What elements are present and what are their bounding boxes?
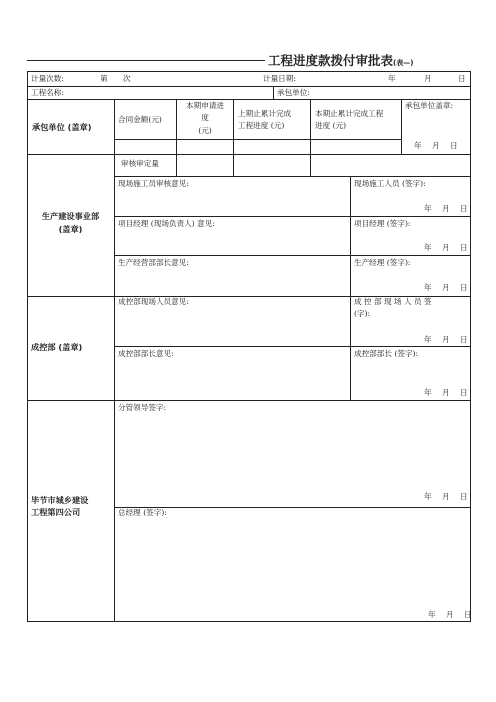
row-divider xyxy=(27,86,471,87)
contractor-seal-label: 承包单位 (盖章) xyxy=(32,122,92,132)
title-suffix: (表—) xyxy=(393,59,414,67)
production-dept-label-1: 生产建设事业部 xyxy=(41,211,100,221)
cell-divider xyxy=(310,99,311,176)
prod-sign-date: 年 月 日 xyxy=(424,283,468,292)
company-label-2: 工程第四公司 xyxy=(31,507,81,517)
leader-sign-date: 年 月 日 xyxy=(424,492,468,501)
sign-column-divider xyxy=(350,176,351,400)
site-sign-label: 现场施工人员 (签字): xyxy=(354,179,426,188)
cost-site-sign-label-2: (字): xyxy=(354,309,371,318)
cell-divider xyxy=(114,216,471,217)
curr-total-header-1: 本期止累计完成工程 xyxy=(315,109,384,118)
contractor-seal-field: 承包单位盖章: xyxy=(405,101,454,110)
prod-sign-label: 生产经理 (签字): xyxy=(354,258,411,267)
row-divider xyxy=(27,99,471,100)
site-opinion-label: 现场施工员审核意见: xyxy=(118,179,189,188)
pm-sign-label: 项目经理 (签字): xyxy=(354,219,411,228)
row-divider xyxy=(27,400,471,401)
count-di: 第 xyxy=(100,74,108,83)
leader-sign-label: 分管领导签字: xyxy=(118,403,167,412)
prod-opinion-label: 生产经营部部长意见: xyxy=(118,258,189,267)
date-year: 年 xyxy=(388,74,396,83)
page-title xyxy=(268,51,413,69)
curr-total-header-2: 进度 (元) xyxy=(315,121,347,130)
cell-divider xyxy=(114,346,471,347)
pm-sign-date: 年 月 日 xyxy=(424,243,468,252)
pm-opinion-label: 项目经理 (现场负责人) 意见: xyxy=(118,219,215,228)
cost-head-sign-date: 年 月 日 xyxy=(424,388,468,397)
row-divider xyxy=(27,154,471,155)
cell-divider xyxy=(273,86,274,99)
current-apply-header-2: 度 xyxy=(201,113,209,122)
project-name-label: 工程名称: xyxy=(31,88,64,97)
cell-divider xyxy=(114,507,471,508)
contractor-date: 年 月 日 xyxy=(414,141,458,150)
cost-site-opinion-label: 成控部现场人员意见: xyxy=(118,297,189,306)
title-main: 工程进度款拨付审批表 xyxy=(268,53,394,68)
contract-amount-header: 合同金额(元) xyxy=(118,115,162,124)
count-label: 计量次数: xyxy=(31,74,64,83)
prev-total-header-2: 工程进度 (元) xyxy=(238,121,285,130)
cell-divider xyxy=(114,139,401,140)
cost-control-label: 成控部 (盖章) xyxy=(31,342,83,352)
company-label-1: 毕节市城乡建设 xyxy=(31,495,89,505)
count-ci: 次 xyxy=(123,74,131,83)
current-apply-header-1: 本期申请进 xyxy=(186,101,224,110)
contractor-label: 承包单位: xyxy=(277,88,310,97)
title-underline xyxy=(27,60,265,61)
site-sign-date: 年 月 日 xyxy=(424,204,468,213)
audit-fixed-label: 审核审定量 xyxy=(121,159,159,168)
label-column-divider xyxy=(114,99,115,622)
cell-divider xyxy=(114,255,471,256)
gm-sign-label: 总经理 (签字): xyxy=(118,508,167,517)
date-day: 日 xyxy=(458,74,466,83)
current-apply-header-3: (元) xyxy=(198,126,212,135)
gm-sign-date: 年 月 日 xyxy=(428,610,472,619)
cost-site-sign-label-1: 成 控 部 现 场 人 员 签 xyxy=(354,297,432,306)
cell-divider xyxy=(176,99,177,176)
cell-divider xyxy=(401,99,402,154)
cell-divider xyxy=(233,99,234,176)
prev-total-header-1: 上期止累计完成 xyxy=(238,109,292,118)
cost-site-sign-date: 年 月 日 xyxy=(424,335,468,344)
date-month: 月 xyxy=(424,74,432,83)
date-label: 计量日期: xyxy=(263,74,296,83)
cost-head-sign-label: 成控部部长 (签字): xyxy=(354,349,419,358)
cell-divider xyxy=(114,176,471,177)
cost-head-opinion-label: 成控部部长意见: xyxy=(118,349,174,358)
production-dept-label-2: (盖章) xyxy=(58,224,83,234)
